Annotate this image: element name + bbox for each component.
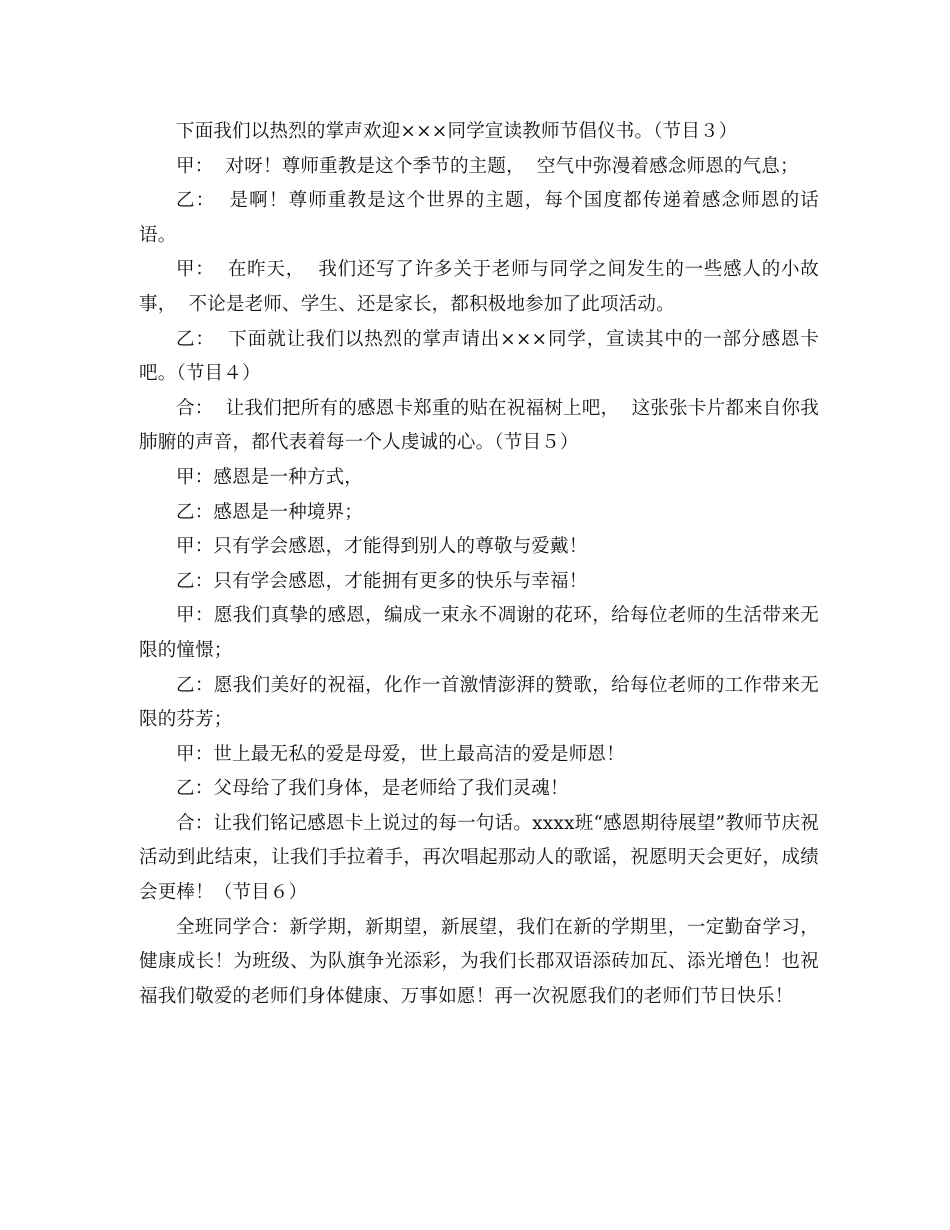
paragraph: 下面我们以热烈的掌声欢迎×××同学宣读教师节倡仪书。（节目３） bbox=[176, 121, 738, 142]
paragraph: 甲： 在昨天， 我们还写了许多关于老师与同学之间发生的一些感人的小故事， 不论是老师、学生、还是家长，都积极地参加了此项活动。 bbox=[139, 259, 819, 315]
paragraph: 乙：感恩是一种境界； bbox=[176, 501, 364, 523]
paragraph: 乙：愿我们美好的祝福，化作一首激情澎湃的赞歌，给每位老师的工作带来无限的芬芳； bbox=[139, 674, 819, 731]
paragraph: 甲：世上最无私的爱是母爱，世上最高洁的爱是师恩！ bbox=[176, 743, 625, 765]
paragraph: 全班同学合：新学期，新期望，新展望，我们在新的学期里，一定勤奋学习，健康成长！为班级、为队旗争光添彩，为我们长郡双语添砖加瓦、添光增色！也祝福我们敬爱的老师们身体健康、万事如愿！再一次祝愿我们的老师们节日快乐！ bbox=[139, 916, 819, 1007]
document-body bbox=[139, 115, 819, 1014]
paragraph: 甲：感恩是一种方式， bbox=[176, 466, 364, 488]
paragraph: 甲：只有学会感恩，才能得到别人的尊敬与爱戴！ bbox=[176, 536, 588, 558]
paragraph: 乙：父母给了我们身体，是老师给了我们灵魂！ bbox=[176, 778, 569, 800]
paragraph: 乙： 下面就让我们以热烈的掌声请出×××同学，宣读其中的一部分感恩卡吧。（节目４） bbox=[139, 328, 819, 385]
paragraph: 乙： 是啊！尊师重教是这个世界的主题，每个国度都传递着感念师恩的话语。 bbox=[139, 190, 819, 246]
paragraph: 乙：只有学会感恩，才能拥有更多的快乐与幸福！ bbox=[176, 570, 588, 592]
paragraph: 合：让我们铭记感恩卡上说过的每一句话。xxxx班“感恩期待展望”教师节庆祝活动到此结束，让我们手拉着手，再次唱起那动人的歌谣，祝愿明天会更好，成绩会更棒！（节目６） bbox=[139, 812, 819, 904]
paragraph: 甲：愿我们真挚的感恩，编成一束永不凋谢的花环，给每位老师的生活带来无限的憧憬； bbox=[139, 605, 819, 661]
paragraph: 合： 让我们把所有的感恩卡郑重的贴在祝福树上吧， 这张张卡片都来自你我肺腑的声音，都代表着每一个人虔诚的心。（节目５） bbox=[139, 397, 819, 454]
paragraph: 甲： 对呀！尊师重教是这个季节的主题， 空气中弥漫着感念师恩的气息； bbox=[176, 155, 799, 177]
